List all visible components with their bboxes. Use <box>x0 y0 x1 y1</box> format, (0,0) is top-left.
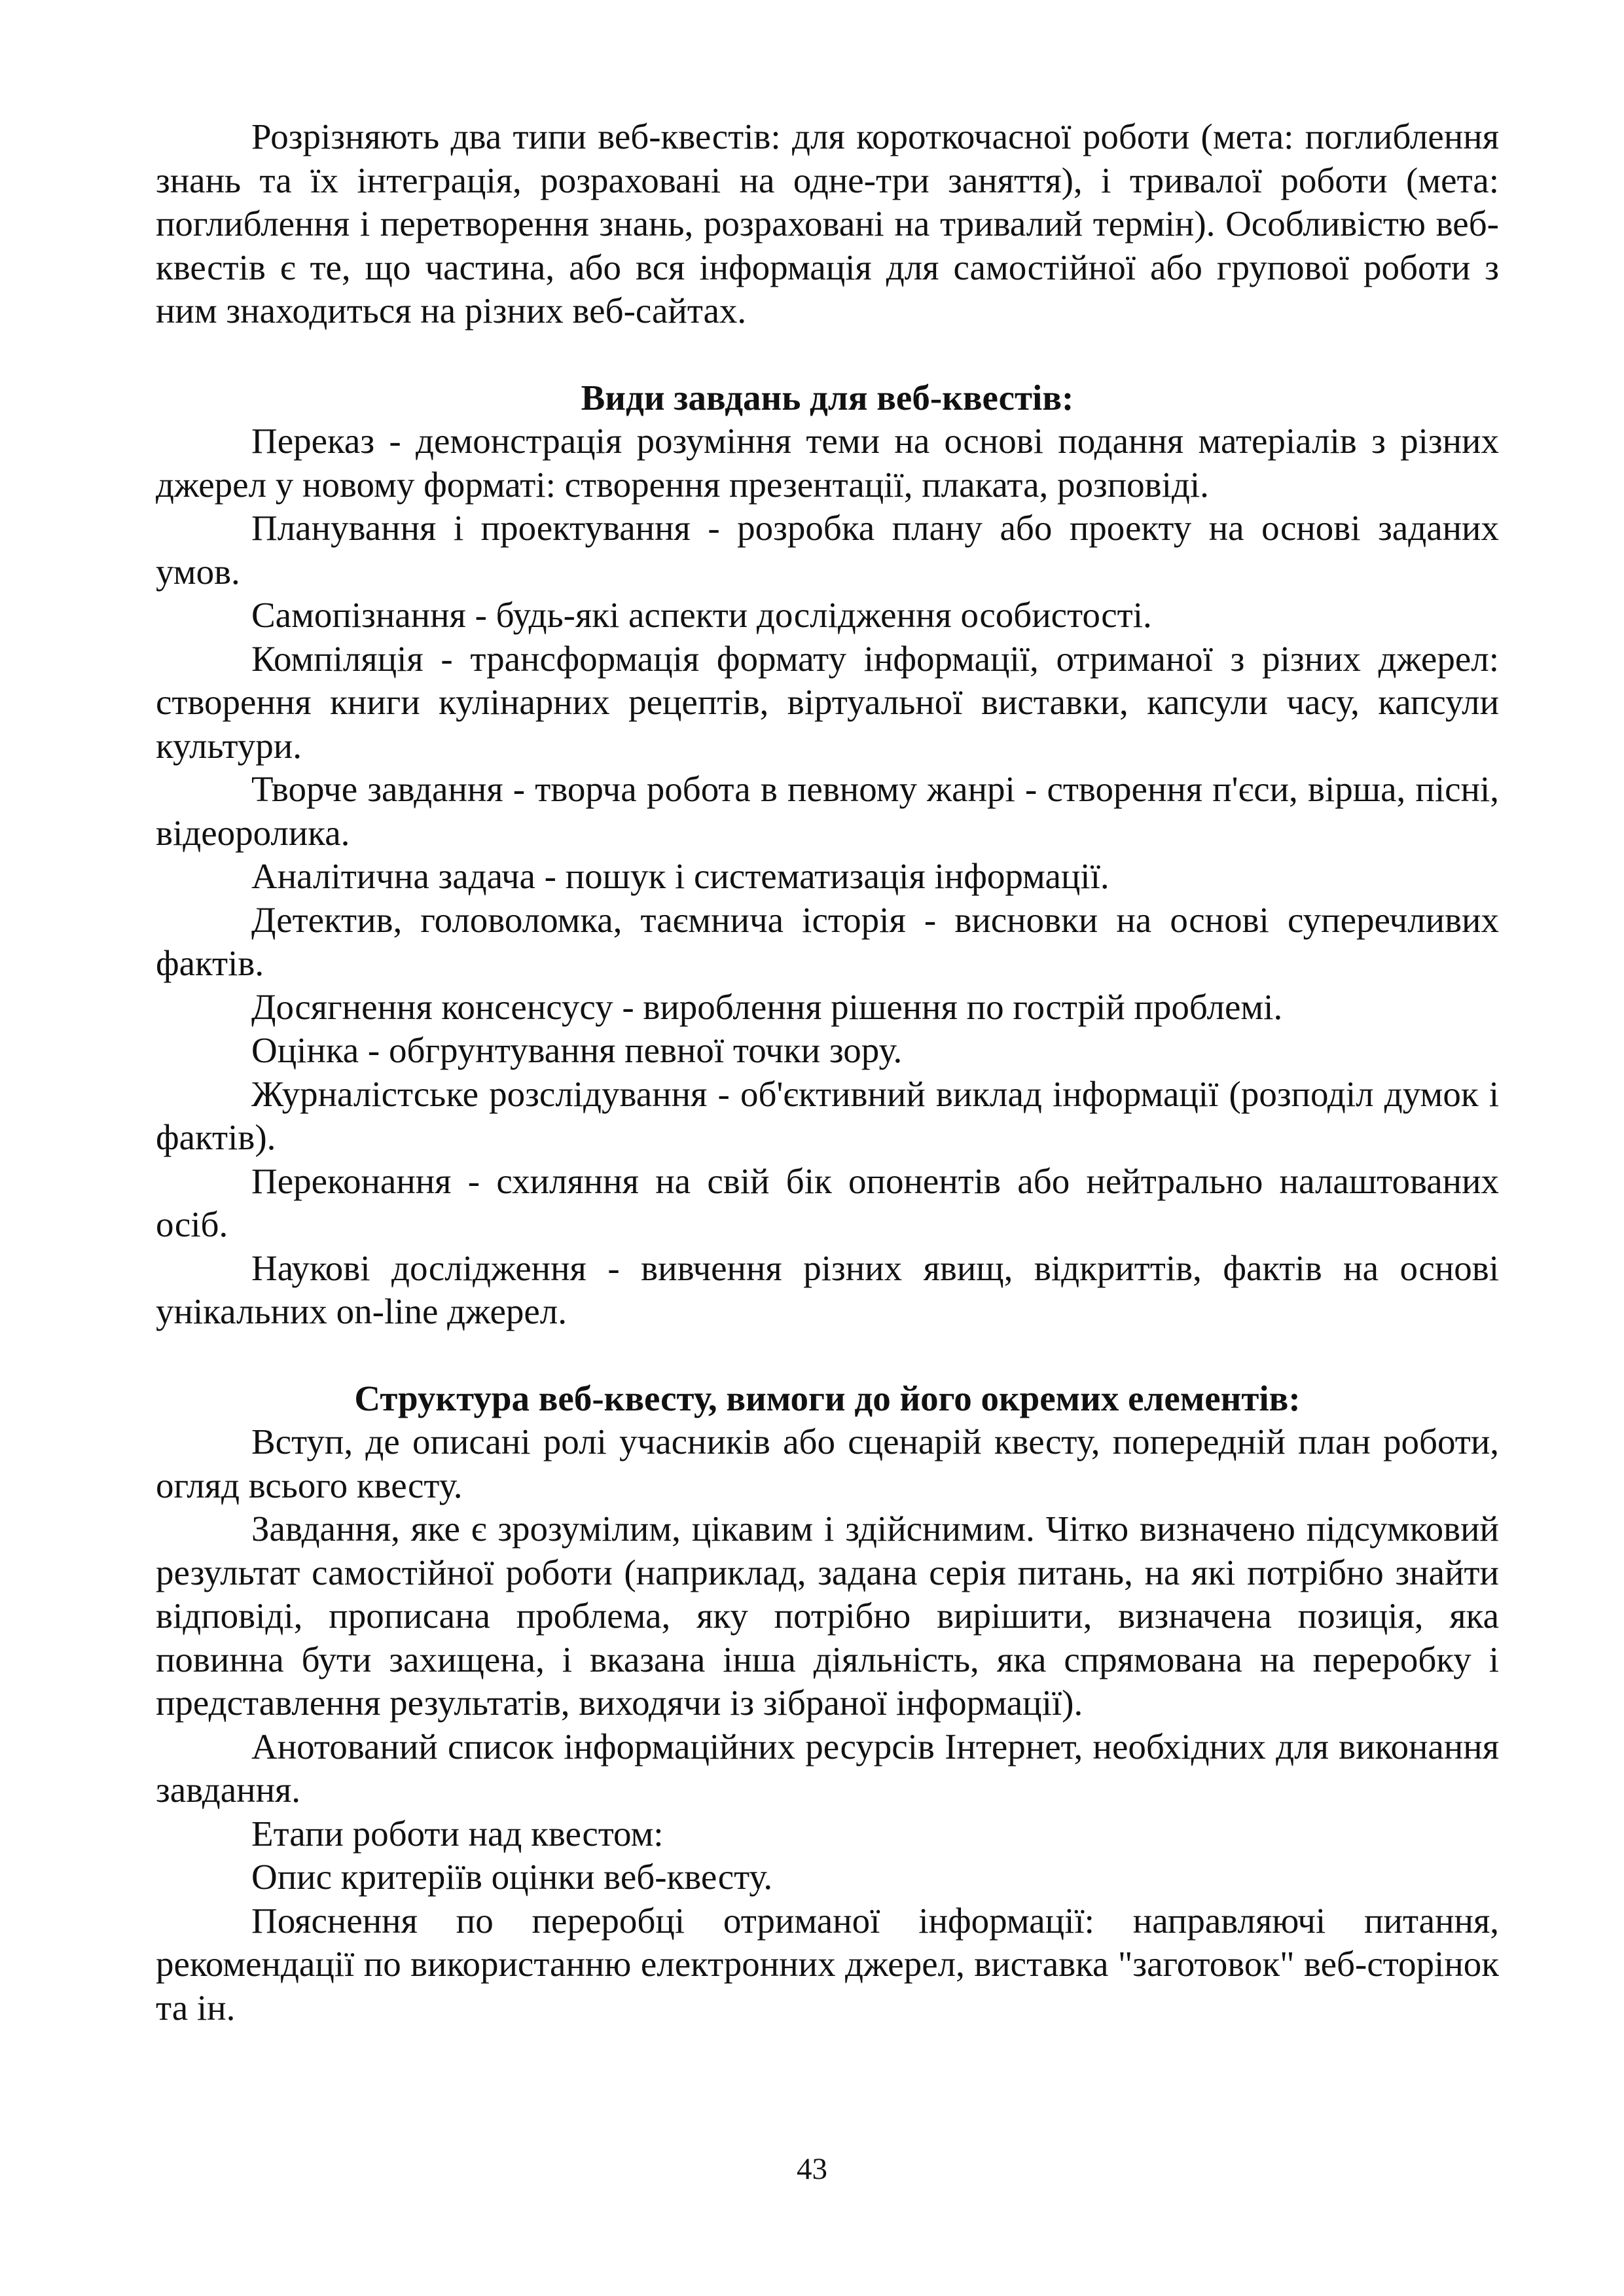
task-type-consensus: Досягнення консенсусу - вироблення рішення по гострій проблемі. <box>251 986 1283 1027</box>
task-type-analytical: Аналітична задача - пошук і систематизація інформації. <box>251 856 1110 896</box>
document-page <box>156 115 1499 2030</box>
task-type-compilation: Компіляція - трансформація формату інформації, отриманої з різних джерел: створення книги кулінарних рецептів, віртуальної виставки, капсули часу, капсули культури. <box>156 638 1499 766</box>
task-type-journalism: Журналістське розслідування - об'єктивний виклад інформації (розподіл думок і фактів). <box>156 1073 1499 1157</box>
structure-criteria: Опис критеріїв оцінки веб-квесту. <box>251 1857 773 1897</box>
task-type-planning: Планування і проектування - розробка плану або проекту на основі заданих умов. <box>156 508 1499 592</box>
task-type-creative: Творче завдання - творча робота в певному жанрі - створення п'єси, вірша, пісні, відеоролика. <box>156 769 1499 853</box>
task-type-persuasion: Переконання - схиляння на свій бік опонентів або нейтрально налаштованих осіб. <box>156 1160 1499 1244</box>
task-type-self-knowledge: Самопізнання - будь-які аспекти дослідження особистості. <box>251 595 1152 635</box>
section-heading-task-types: Види завдань для веб-квестів: <box>581 377 1074 418</box>
task-type-retelling: Переказ - демонстрація розуміння теми на основі подання матеріалів з різних джерел у новому форматі: створення презентації, плаката, розповіді. <box>156 421 1499 505</box>
task-type-detective: Детектив, головоломка, таємнича історія - висновки на основі суперечливих фактів. <box>156 899 1499 983</box>
section-heading-structure: Структура веб-квесту, вимоги до його окремих елементів: <box>354 1378 1301 1418</box>
intro-paragraph: Розрізняють два типи веб-квестів: для короткочасної роботи (мета: поглиблення знань та їх інтеграція, розраховані на одне-три заняття), і тривалої роботи (мета: поглиблення і перетворення знань, розраховані на тривалий термін). Особливістю веб-квестів є те, що частина, або вся інформація для самостійної або групової роботи з ним знаходиться на різних веб-сайтах. <box>156 117 1499 331</box>
structure-introduction: Вступ, де описані ролі учасників або сценарій квесту, попередній план роботи, огляд всього квесту. <box>156 1422 1499 1505</box>
page-number: 43 <box>797 2152 827 2186</box>
structure-explanation: Пояснення по переробці отриманої інформації: направляючі питання, рекомендації по використанню електронних джерел, виставка "заготовок" веб-сторінок та ін. <box>156 1900 1499 2028</box>
spacer <box>156 1334 1499 1377</box>
structure-stages: Етапи роботи над квестом: <box>251 1813 664 1854</box>
task-type-research: Наукові дослідження - вивчення різних явищ, відкриттів, фактів на основі унікальних on-line джерел. <box>156 1247 1499 1331</box>
structure-task: Завдання, яке є зрозумілим, цікавим і здійснимим. Чітко визначено підсумковий результат самостійної роботи (наприклад, задана серія питань, на які потрібно знайти відповіді, прописана проблема, яку потрібно вирішити, визначена позиція, яка повинна бути захищена, і вказана інша діяльність, яка спрямована на переробку і представлення результатів, виходячи із зібраної інформації). <box>156 1509 1499 1723</box>
structure-resources: Анотований список інформаційних ресурсів Інтернет, необхідних для виконання завдання. <box>156 1726 1499 1810</box>
task-type-evaluation: Оцінка - обгрунтування певної точки зору. <box>251 1030 903 1070</box>
spacer <box>156 333 1499 376</box>
